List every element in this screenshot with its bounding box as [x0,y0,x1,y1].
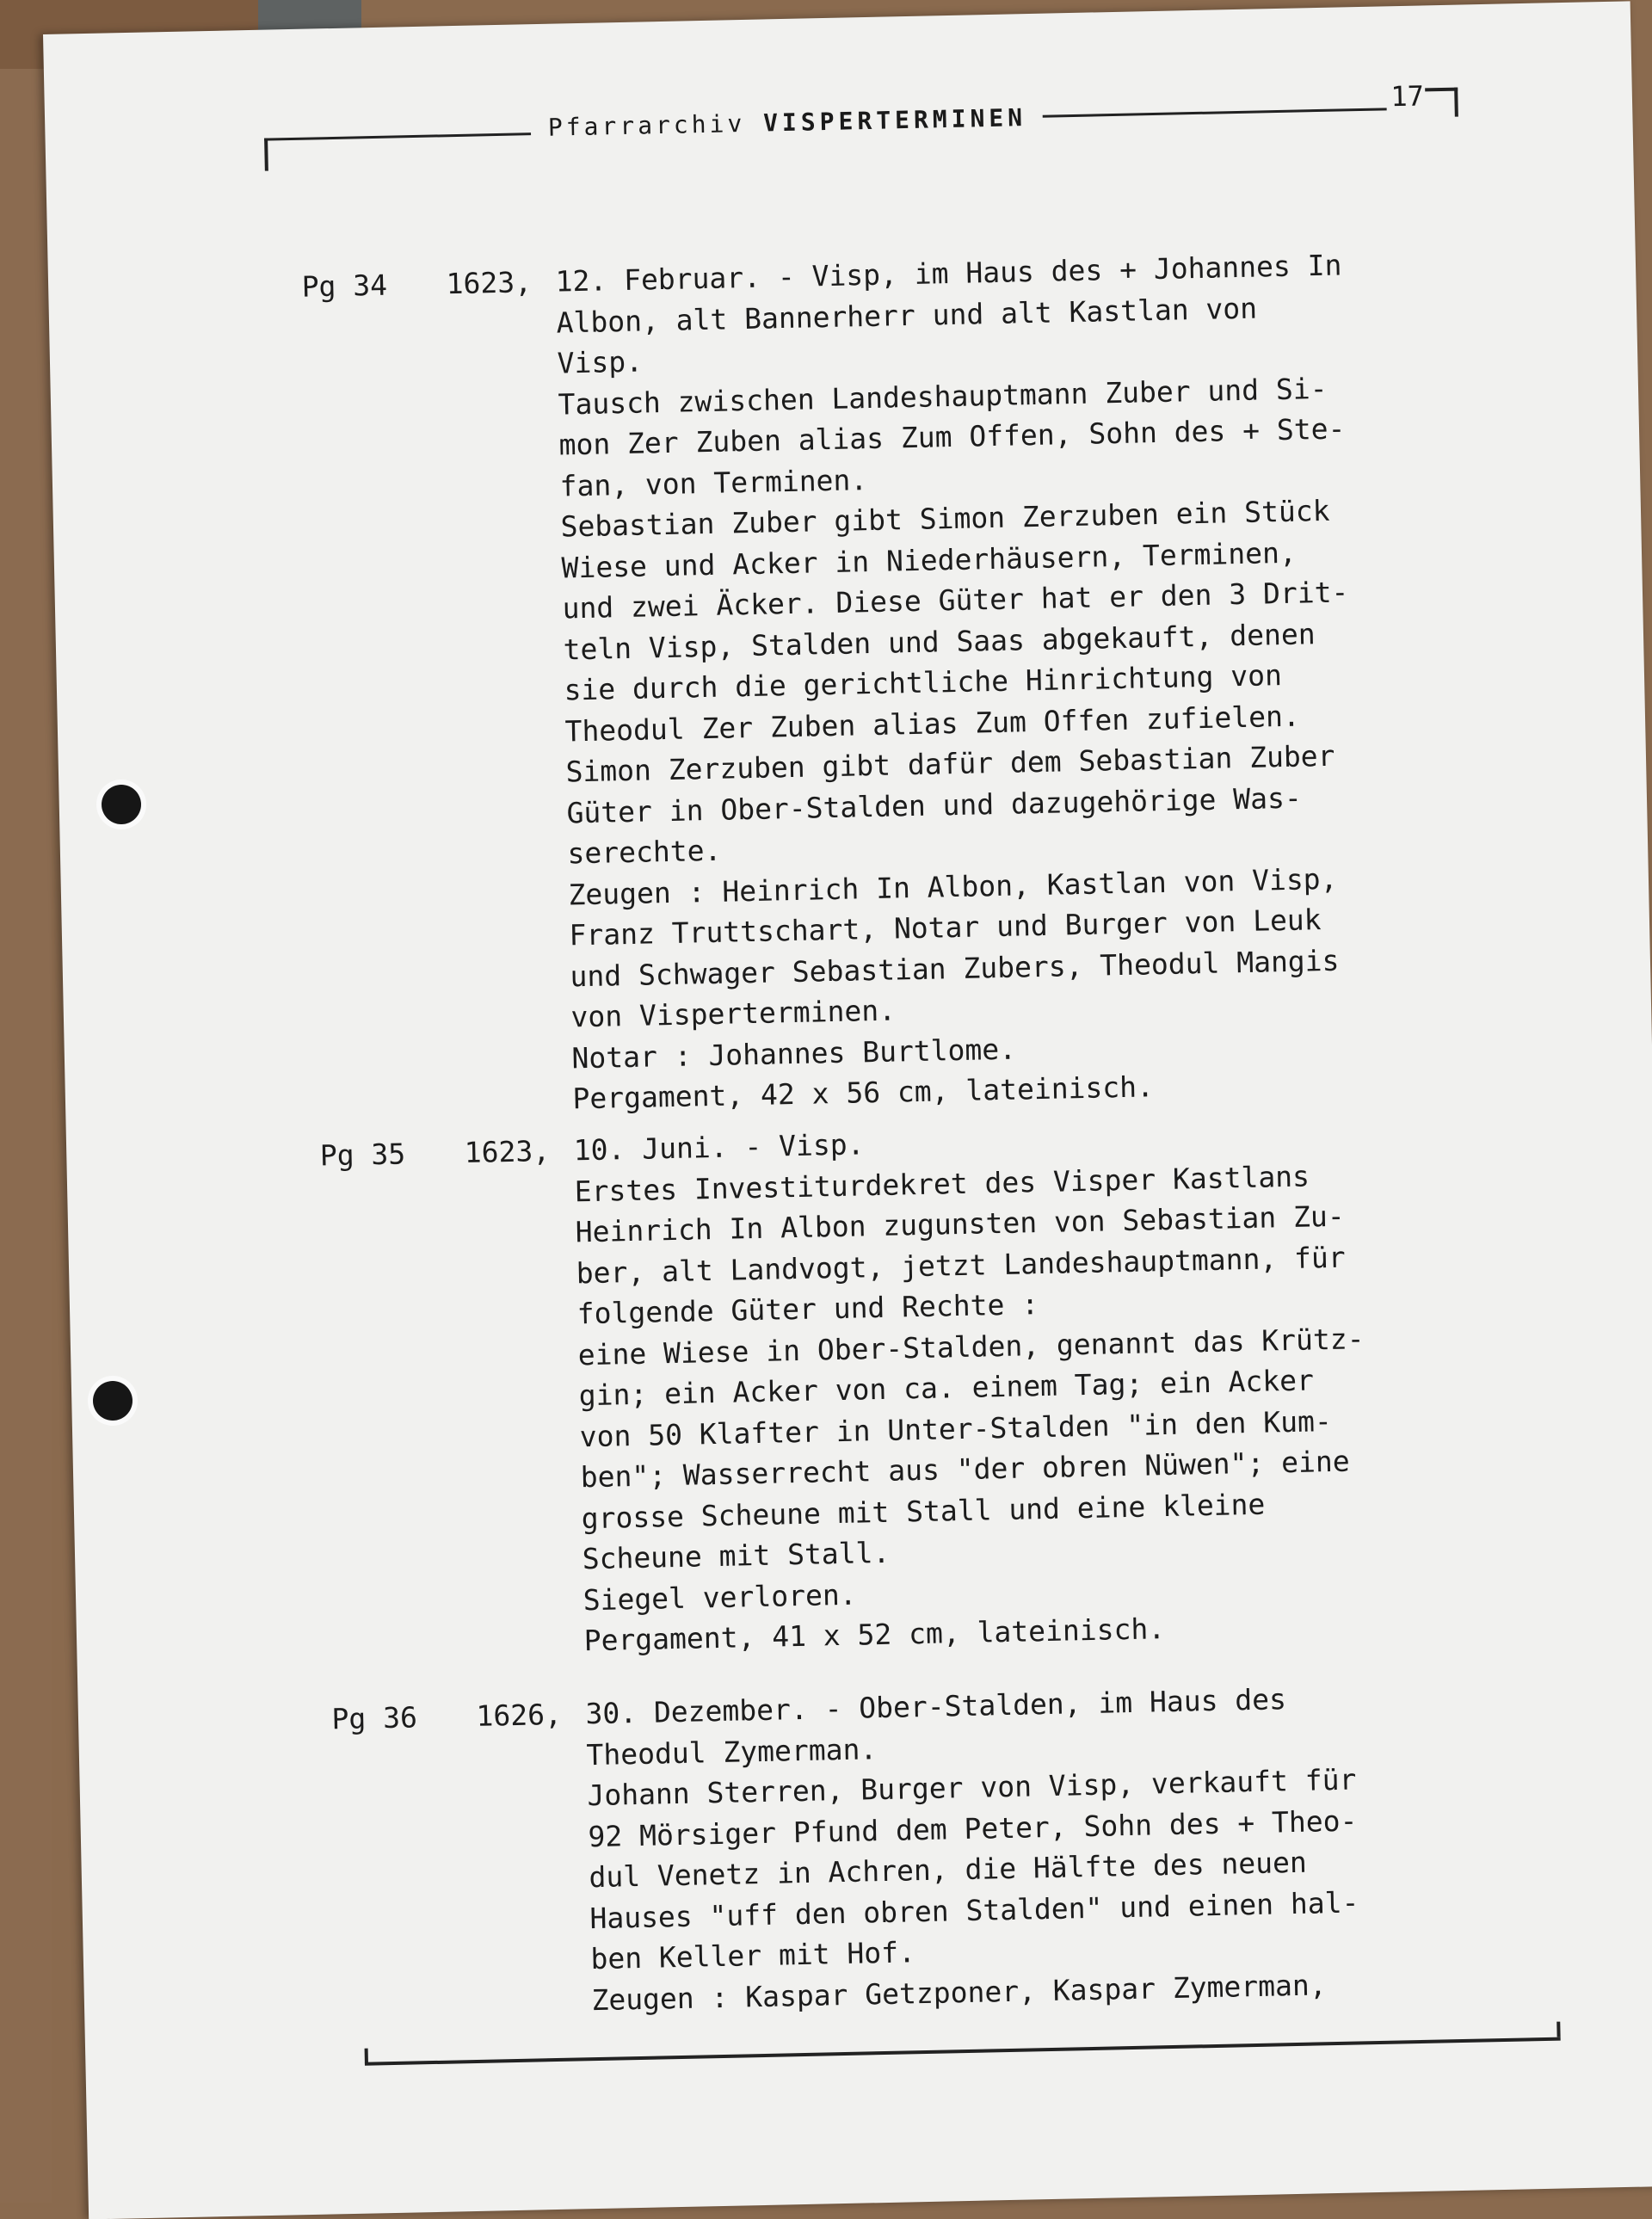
entry-body [585,1675,1470,2020]
header-bracket-left [264,139,268,171]
entry-line: serechte. [567,833,722,871]
entry-line: Erstes Investiturdekret des Visper Kastlans [574,1158,1310,1208]
header-title-name: VISPERTERMINEN [762,103,1027,138]
entry-line: Pergament, 42 x 56 cm, lateinisch. [572,1069,1155,1116]
entry-line: Johann Sterren, Burger von Visp, verkauft für [587,1762,1357,1813]
entry-line: 10. Juni. - Visp. [573,1127,865,1168]
header-title [548,103,1027,142]
entry-line: folgende Güter und Rechte : [576,1287,1039,1331]
entry-line: 12. Februar. - Visp, im Haus des + Johannes In [555,248,1342,299]
entry-line: Zeugen : Heinrich In Albon, Kastlan von Visp, [568,861,1338,911]
entry-line: und Schwager Sebastian Zubers, Theodul Mangis [570,943,1340,993]
entry-line: dul Venetz in Achren, die Hälfte des neuen [589,1845,1308,1895]
entry-line: von 50 Klafter in Unter-Stalden "in den Kum- [579,1403,1333,1453]
entry-line: grosse Scheune mit Stall und eine kleine [581,1487,1266,1535]
entry-line: Tausch zwischen Landeshauptmann Zuber und Si- [558,371,1328,422]
entry-line: Scheune mit Stall. [582,1535,891,1576]
entry-line: eine Wiese in Ober-Stalden, genannt das Krütz- [577,1321,1365,1371]
entry-line: Güter in Ober-Stalden und dazugehörige Was- [566,780,1303,829]
entry-line: ben"; Wasserrecht aus "der obren Nüwen"; eine [580,1444,1351,1495]
entry-line: Franz Truttschart, Notar und Burger von Leuk [569,903,1322,952]
entry-line: Heinrich In Albon zugunsten von Sebastian Zu- [575,1199,1346,1249]
entry-line: Simon Zerzuben gibt dafür dem Sebastian Zuber [565,738,1335,789]
header-rule-right [1043,108,1387,117]
entry-line: fan, von Terminen. [559,462,868,503]
archive-entry [301,240,1575,1116]
header-rule-left [264,133,531,140]
entry-line: Visp. [557,344,644,380]
entry-line: sie durch die gerichtliche Hinrichtung von [564,658,1283,707]
entry-line: Albon, alt Bannerherr und alt Kastlan von [556,291,1258,340]
footer-bracket-right [1556,2022,1560,2037]
entry-id: Pg 36 [331,1700,418,1736]
entry-year: 1623, [464,1133,551,1170]
header-title-prefix: Pfarrarchiv [547,108,746,142]
footer-rule [365,2037,1561,2066]
entry-line: Wiese und Acker in Niederhäusern, Terminen, [561,535,1298,585]
entry-line: von Visperterminen. [570,993,897,1034]
entry-line: Theodul Zymerman. [586,1731,878,1772]
entry-line: 92 Mörsiger Pfund dem Peter, Sohn des + Theo- [588,1803,1358,1853]
entry-line: Siegel verloren. [583,1577,857,1617]
entry-line: und zwei Äcker. Diese Güter hat er den 3 Drit- [562,575,1349,626]
page-number: 17 [1390,79,1425,114]
entry-line: 30. Dezember. - Ober-Stalden, im Haus des [585,1682,1287,1731]
entry-body [555,243,1451,1119]
header-bracket-right [1425,88,1458,118]
entry-line: teln Visp, Stalden und Saas abgekauft, denen [563,616,1316,667]
entry-line: Zeugen : Kaspar Getzponer, Kaspar Zymerman, [591,1967,1328,2017]
entry-line: Hauses "uff den obren Stalden" und einen hal- [589,1884,1359,1935]
entry-id: Pg 34 [301,268,388,304]
entry-line: mon Zer Zuben alias Zum Offen, Sohn des + Ste- [558,411,1346,462]
entry-line: Theodul Zer Zuben alias Zum Offen zufielen. [564,699,1301,748]
archive-entry [319,1109,1593,1658]
entry-line: gin; ein Acker von ca. einem Tag; ein Acker [578,1363,1315,1413]
entry-year: 1626, [476,1697,563,1733]
entry-line: Pergament, 41 x 52 cm, lateinisch. [583,1612,1166,1658]
entry-id: Pg 35 [319,1137,406,1173]
entry-body [573,1112,1462,1661]
archive-entry [331,1672,1605,2017]
entry-year: 1623, [446,265,533,301]
entry-line: Sebastian Zuber gibt Simon Zerzuben ein Stück [560,493,1330,544]
entry-line: ber, alt Landvogt, jetzt Landeshauptmann, für [576,1240,1347,1290]
entry-line: Notar : Johannes Burtlome. [571,1032,1017,1075]
entry-line: ben Keller mit Hof. [590,1935,916,1976]
